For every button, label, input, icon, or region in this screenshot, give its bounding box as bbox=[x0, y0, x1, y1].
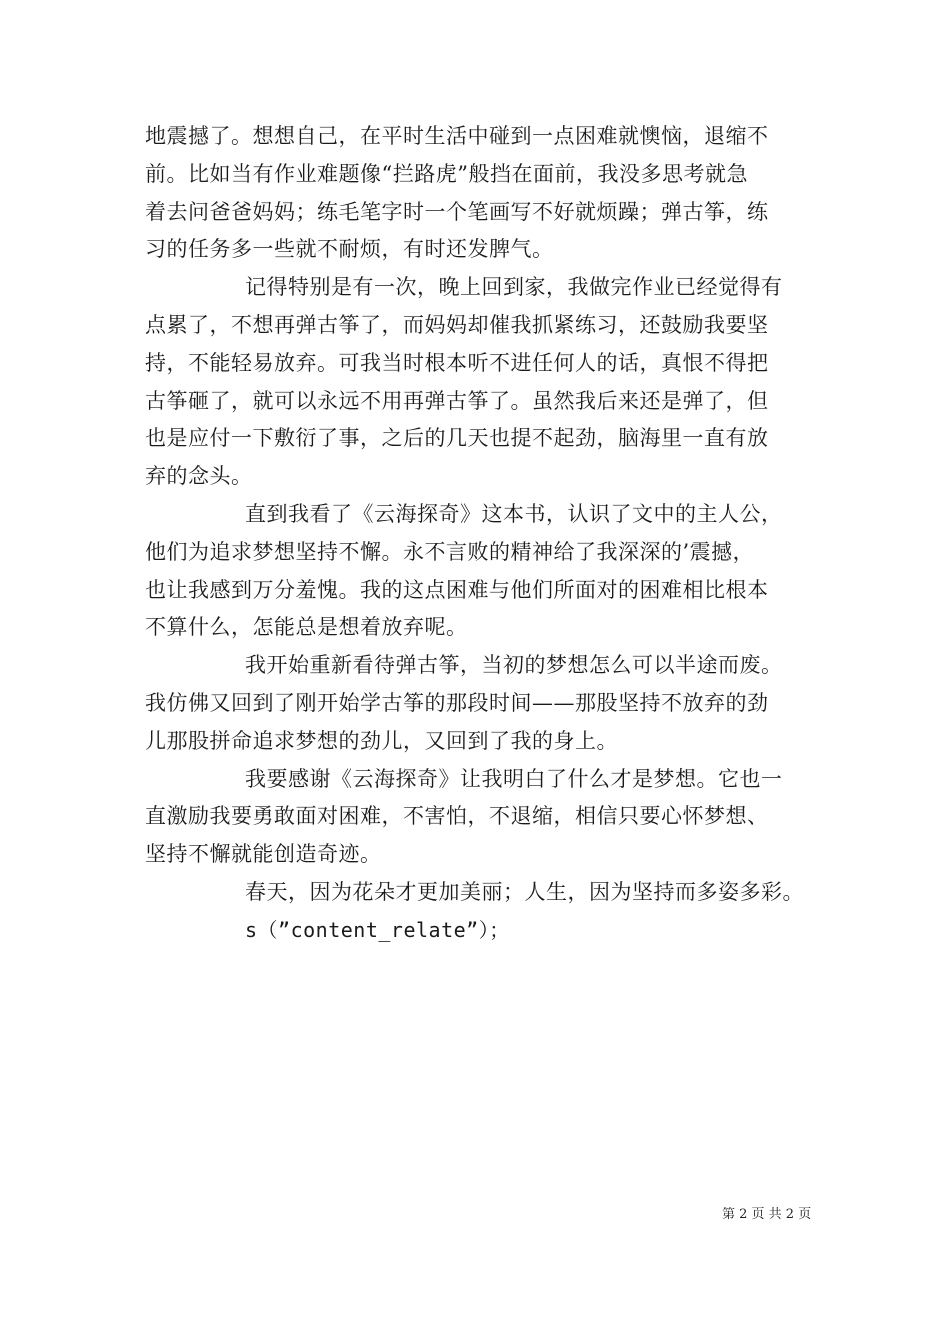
text-line: 前。比如当有作业难题像“拦路虎”般挡在面前，我没多思考就急 bbox=[145, 161, 748, 186]
text-line: 我仿佛又回到了刚开始学古筝的那段时间——那股坚持不放弃的劲 bbox=[145, 690, 769, 715]
paragraph-start-line: 我开始重新看待弹古筝，当初的梦想怎么可以半途而废。 bbox=[245, 653, 783, 678]
text-line: 儿那股拼命追求梦想的劲儿，又回到了我的身上。 bbox=[145, 728, 618, 753]
text-line: 地震撼了。想想自己，在平时生活中碰到一点困难就懊恼，退缩不 bbox=[145, 124, 769, 148]
text-line: 不算什么，怎能总是想着放弃呢。 bbox=[145, 615, 468, 640]
text-line: 他们为追求梦想坚持不懈。永不言败的精神给了我深深的’震撼， bbox=[145, 539, 755, 564]
text-line: 古筝砸了，就可以永远不用再弹古筝了。虽然我后来还是弹了，但 bbox=[145, 388, 769, 413]
text-line: 着去问爸爸妈妈；练毛笔字时一个笔画写不好就烦躁；弹古筝，练 bbox=[145, 199, 769, 224]
paragraph-start-line: 直到我看了《云海探奇》这本书，认识了文中的主人公， bbox=[245, 501, 783, 526]
text-line: 持，不能轻易放弃。可我当时根本听不进任何人的话，真恨不得把 bbox=[145, 350, 769, 375]
paragraph-start-line: 记得特别是有一次，晚上回到家，我做完作业已经觉得有 bbox=[245, 275, 783, 300]
text-line: 弃的念头。 bbox=[145, 464, 253, 489]
paragraph-start-line: 春天，因为花朵才更加美丽；人生，因为坚持而多姿多彩。 bbox=[245, 879, 804, 904]
body-text bbox=[145, 118, 810, 950]
text-line: 坚持不懈就能创造奇迹。 bbox=[145, 842, 382, 867]
text-line: 也让我感到万分羞愧。我的这点困难与他们所面对的困难相比根本 bbox=[145, 577, 769, 602]
paragraph-start-line: 我要感谢《云海探奇》让我明白了什么才是梦想。它也一 bbox=[245, 766, 783, 791]
text-line: 也是应付一下敷衍了事，之后的几天也提不起劲，脑海里一直有放 bbox=[145, 426, 769, 451]
text-line: 直激励我要勇敢面对困难，不害怕，不退缩，相信只要心怀梦想、 bbox=[145, 804, 769, 829]
text-line: 点累了，不想再弹古筝了，而妈妈却催我抓紧练习，还鼓励我要坚 bbox=[145, 312, 769, 337]
page-number-footer: 第 2 页 共 2 页 bbox=[722, 1207, 812, 1222]
text-line: 习的任务多一些就不耐烦，有时还发脾气。 bbox=[145, 237, 554, 262]
code-residue-line: s（”content_relate”）； bbox=[245, 917, 510, 942]
